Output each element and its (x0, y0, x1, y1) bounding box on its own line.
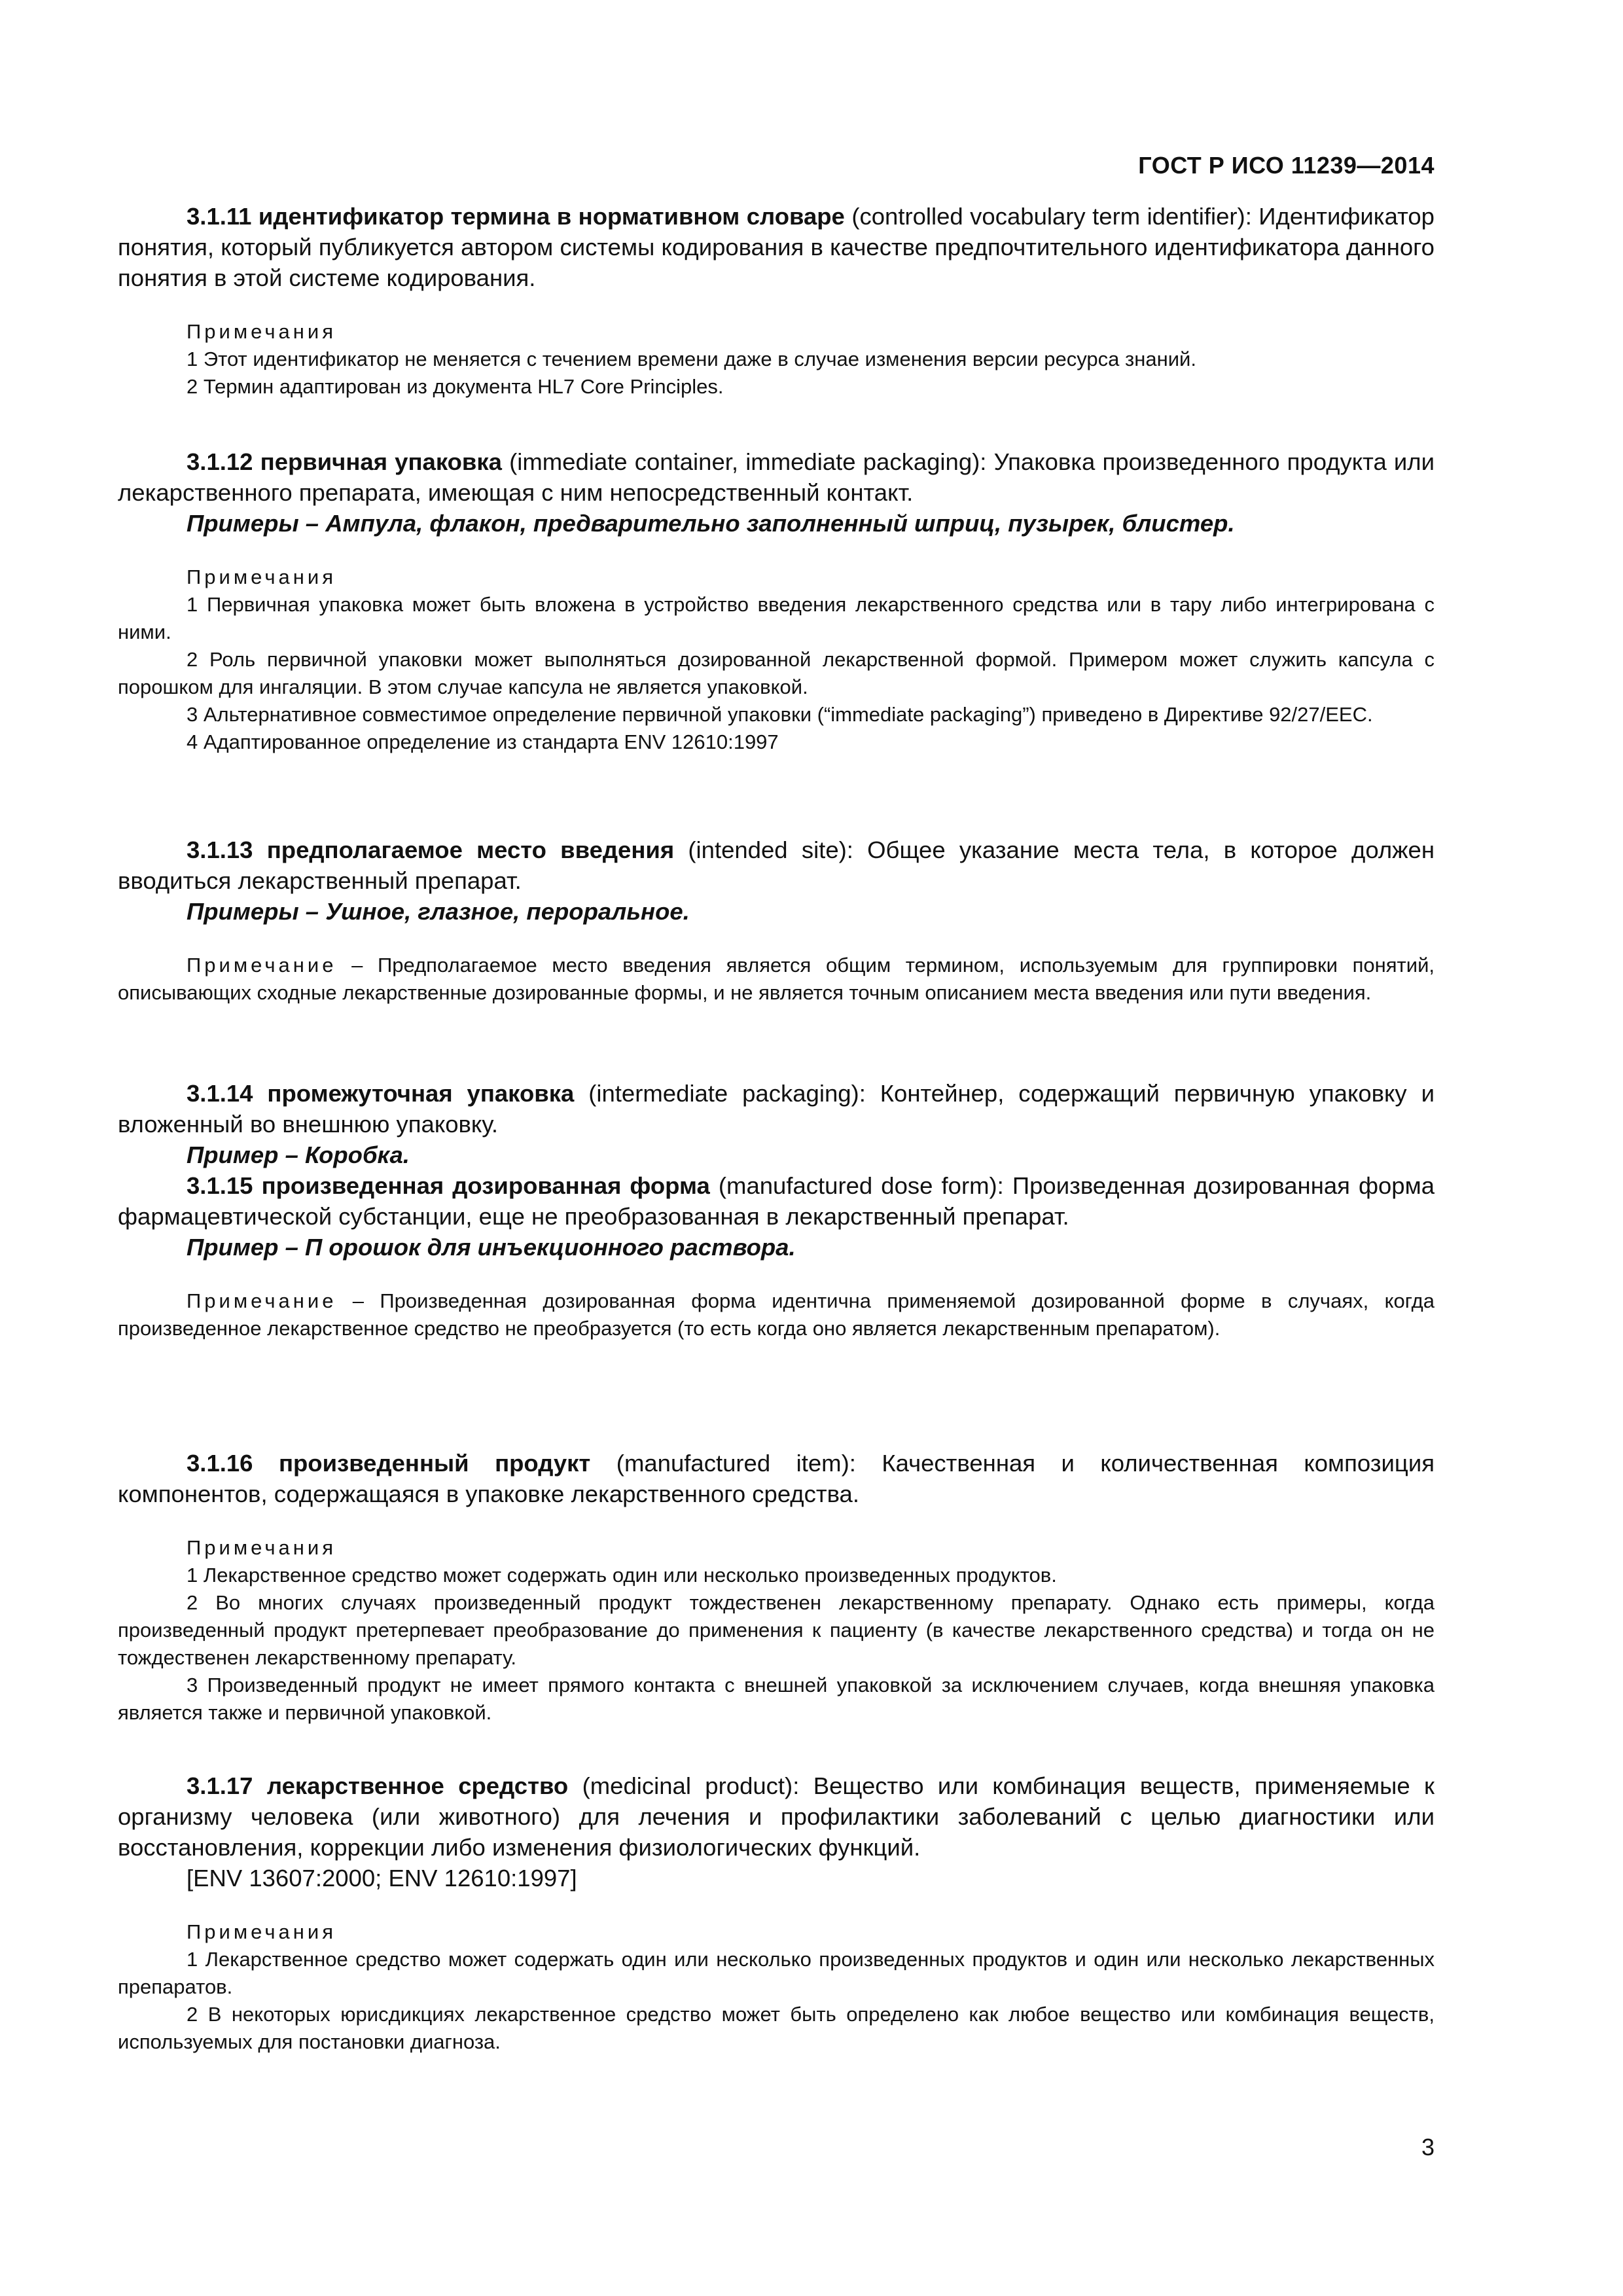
entry-number: 3.1.16 (187, 1450, 253, 1477)
note-item: 3 Произведенный продукт не имеет прямого контакта с внешней упаковкой за исключением случаев, когда внешняя упаковка является также и первичной упаковкой. (118, 1674, 1435, 1724)
entry-term: произведенный продукт (278, 1450, 591, 1477)
notes-heading: Примечания (187, 1536, 336, 1559)
entry-definition: (medicinal product): Вещество или комбинация веществ, применяемые к организму человека (или животного) для лечения и профилактики заболеваний с целью диагностики или восстановления, коррекции либо изменения физиологических функций. (118, 1772, 1435, 1861)
note-item: 2 Роль первичной упаковки может выполняться дозированной лекарственной формой. Примером может служить капсула с порошком для ингаляции. В этом случае капсула не является упаковкой. (118, 648, 1435, 698)
entry-term: промежуточная упаковка (267, 1080, 575, 1107)
entry-number: 3.1.13 (187, 836, 253, 863)
note-item: 2 В некоторых юрисдикциях лекарственное средство может быть определено как любое вещество или комбинация веществ, используемых для постановки диагноза. (118, 2003, 1435, 2053)
note-label: Примечание (187, 1289, 337, 1312)
notes-heading: Примечания (187, 320, 336, 343)
definition-paragraph (118, 1078, 1435, 1139)
definition-paragraph (118, 1448, 1435, 1509)
reference-line: [ENV 13607:2000; ENV 12610:1997] (187, 1865, 577, 1892)
entry-definition: (manufactured item): Качественная и количественная композиция компонентов, содержащаяся в упаковке лекарственного средства. (118, 1450, 1435, 1507)
notes-heading: Примечания (187, 565, 336, 588)
standard-header: ГОСТ Р ИСО 11239—2014 (1138, 152, 1435, 179)
entry-3-1-13 (118, 834, 1435, 1007)
entry-3-1-17 (118, 1770, 1435, 2056)
definition-paragraph (118, 446, 1435, 508)
entry-term: произведенная дозированная форма (261, 1172, 710, 1199)
note-label: Примечание (187, 954, 337, 977)
notes-heading: Примечания (187, 1920, 336, 1943)
entry-number: 3.1.11 (187, 203, 252, 230)
note-text: – Произведенная дозированная форма идентична применяемой дозированной форме в случаях, когда произведенное лекарственное средство не преобразуется (то есть когда оно является лекарственным препаратом). (118, 1289, 1435, 1340)
definition-paragraph (118, 834, 1435, 896)
page-number: 3 (1421, 2134, 1435, 2161)
entry-definition: (intended site): Общее указание места тела, в которое должен вводиться лекарственный препарат. (118, 836, 1435, 894)
example-line: Пример – П орошок для инъекционного раствора. (187, 1234, 796, 1261)
note-item: 2 Во многих случаях произведенный продукт тождественен лекарственному препарату. Однако есть примеры, когда произведенный продукт претерпевает преобразование до применения к пациенту (в качестве лекарственного средства) и тогда он не тождественен лекарственному препарату. (118, 1591, 1435, 1669)
entry-number: 3.1.12 (187, 448, 253, 475)
note-item: 1 Этот идентификатор не меняется с течением времени даже в случае изменения версии ресурса знаний. (187, 348, 1196, 370)
note-item: 2 Термин адаптирован из документа HL7 Core Principles. (187, 375, 724, 398)
entry-number: 3.1.17 (187, 1772, 253, 1799)
note-paragraph (118, 952, 1435, 1007)
entry-number: 3.1.15 (187, 1172, 253, 1199)
example-line: Примеры – Ушное, глазное, пероральное. (187, 898, 690, 925)
entry-term: предполагаемое место введения (266, 836, 675, 863)
definition-paragraph (118, 201, 1435, 293)
entry-definition: (controlled vocabulary term identifier): Идентификатор понятия, который публикуется автором системы кодирования в качестве предпочтительного идентификатора данного понятия в этой системе кодирования. (118, 203, 1435, 291)
note-paragraph (118, 1287, 1435, 1342)
note-text: – Предполагаемое место введения является общим термином, используемым для группировки понятий, описывающих сходные лекарственные дозированные формы, и не является точным описанием места введения или пути введения. (118, 954, 1435, 1004)
entry-term: первичная упаковка (260, 448, 502, 475)
entry-definition: (immediate container, immediate packaging): Упаковка произведенного продукта или лекарственного препарата, имеющая с ним непосредственный контакт. (118, 448, 1435, 506)
note-item: 1 Лекарственное средство может содержать один или несколько произведенных продуктов и один или несколько лекарственных препаратов. (118, 1948, 1435, 1998)
entry-3-1-16 (118, 1448, 1435, 1727)
entry-definition: (intermediate packaging): Контейнер, содержащий первичную упаковку и вложенный во внешнюю упаковку. (118, 1080, 1435, 1138)
note-item: 1 Лекарственное средство может содержать один или несколько произведенных продуктов. (187, 1564, 1057, 1587)
entry-3-1-12 (118, 446, 1435, 756)
entry-term: идентификатор термина в нормативном словаре (258, 203, 845, 230)
definition-paragraph (118, 1170, 1435, 1232)
entry-number: 3.1.14 (187, 1080, 253, 1107)
entry-definition: (manufactured dose form): Произведенная дозированная форма фармацевтической субстанции, еще не преобразованная в лекарственный препарат. (118, 1172, 1435, 1230)
entry-3-1-11 (118, 201, 1435, 401)
note-item: 1 Первичная упаковка может быть вложена в устройство введения лекарственного средства или в тару либо интегрирована с ними. (118, 593, 1435, 643)
example-line: Пример – Коробка. (187, 1141, 410, 1168)
definition-paragraph (118, 1770, 1435, 1863)
entry-term: лекарственное средство (266, 1772, 569, 1799)
note-item: 3 Альтернативное совместимое определение первичной упаковки (“immediate packaging”) приведено в Директиве 92/27/ЕЕС. (187, 703, 1373, 726)
note-item: 4 Адаптированное определение из стандарта ENV 12610:1997 (187, 730, 779, 753)
entry-3-1-14 (118, 1078, 1435, 1342)
example-line: Примеры – Ампула, флакон, предварительно заполненный шприц, пузырек, блистер. (187, 510, 1235, 537)
